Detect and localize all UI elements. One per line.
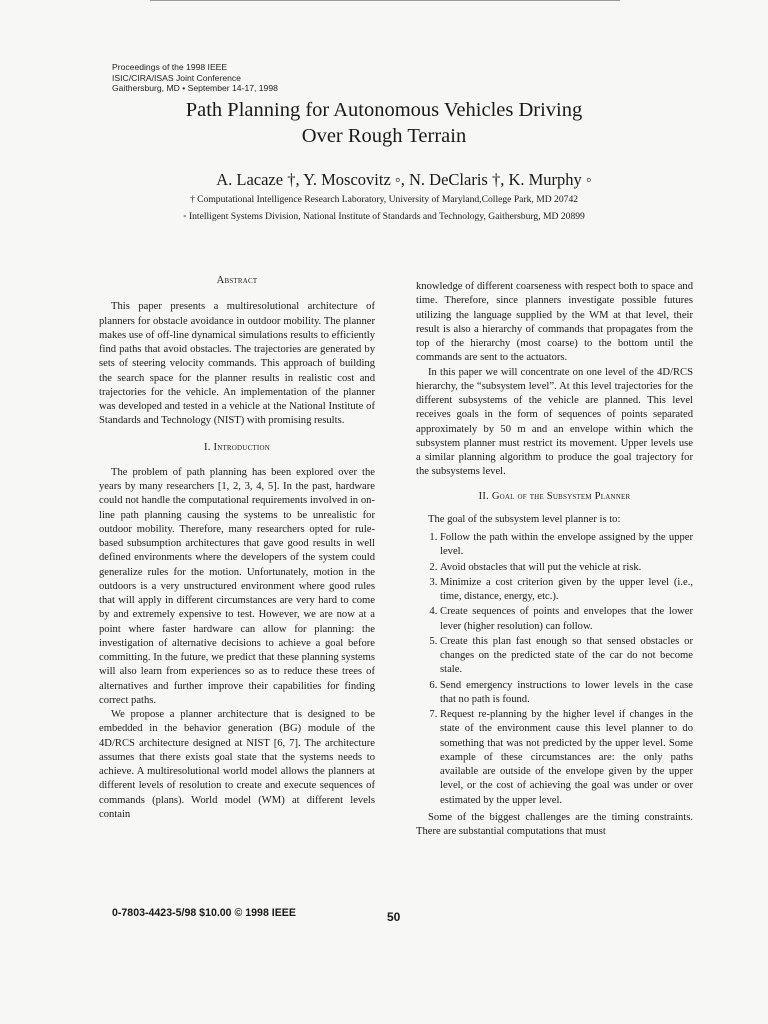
paper-title (0, 97, 768, 149)
goal-item: 3. Minimize a cost criterion given by the upper level (i.e., time, distance, energy, etc.). (440, 576, 693, 605)
goal-intro: The goal of the subsystem level planner is to: (428, 513, 621, 525)
title-line-1: Path Planning for Autonomous Vehicles Driving (185, 99, 583, 121)
proceedings-line-1: Proceedings of the 1998 IEEE (112, 62, 228, 72)
goal-section-heading: II. Goal of the Subsystem Planner (478, 490, 631, 502)
goal-list (416, 531, 693, 808)
page-number: 50 (387, 910, 401, 924)
right-paragraph-2: In this paper we will concentrate on one level of the 4D/RCS hierarchy, the “subsystem level”. At this level trajectories for the different subsystems of the vehicle are planned. This level receives goals in the form of sequences of points separated approximately by 50 m and an envelope within which the subsystem planner must restrict its movement. Upper levels use a similar planning algorithm to produce the goal trajectory for the subsystems level. (416, 366, 693, 478)
introduction-paragraph-2: We propose a planner architecture that is designed to be embedded in the behavior generation (BG) module of the 4D/RCS architecture designed at NIST [6, 7]. The architecture assumes that there exists goal state that the systems needs to achieve. A multiresolutional world model allows the planners at different levels of resolution to create and execute sequences of commands (plans). World model (WM) at different levels contain (99, 709, 375, 820)
left-column (99, 274, 375, 822)
introduction-paragraph-1: The problem of path planning has been explored over the years by many researchers [1, 2, 3, 4, 5]. In the past, hardware could not handle the computational requirements involved in on-line path planning causing the systems to be unrealistic for outdoor mobility. Therefore, many researchers opted for rule-based subsumption architectures that gave good results in well defined environments where the developers of the system could generalize rules for the motion. Unfortunately, motion in the outdoors is a very unstructured environment where good rules that will apply in different circumstances are very hard to come by and extremely expensive to test. However, we are now at a point where faster hardware can allow for planning: the investigation of alternative decisions to achieve a goal before committing. In the future, we predict that these planning systems will also learn from experiences so as to reduce these trees of alternatives and further improve their capabilities for finding correct paths. (99, 466, 375, 706)
introduction-heading: I. Introduction (204, 441, 270, 453)
goal-item: 4. Create sequences of points and envelopes that the lower lever (higher resolution) can follow. (440, 605, 693, 634)
title-line-2: Over Rough Terrain (301, 125, 467, 147)
goal-item: 6. Send emergency instructions to lower levels in the case that no path is found. (440, 679, 693, 708)
proceedings-line-3: Gaithersburg, MD • September 14-17, 1998 (112, 83, 278, 93)
goal-item: 2. Avoid obstacles that will put the vehicle at risk. (440, 561, 693, 575)
goal-item: 1. Follow the path within the envelope assigned by the upper level. (440, 531, 693, 560)
proceedings-header (112, 62, 278, 94)
affiliation-nist: ◦ Intelligent Systems Division, National Institute of Standards and Technology, Gaithersburg, MD 20899 (183, 211, 585, 222)
copyright-line: 0-7803-4423-5/98 $10.00 © 1998 IEEE (112, 907, 296, 919)
goal-item: 5. Create this plan fast enough so that sensed obstacles or changes on the predicted state of the car do not become stale. (440, 635, 693, 678)
abstract-heading: Abstract (216, 275, 258, 286)
affiliation-maryland: † Computational Intelligence Research Laboratory, University of Maryland,College Park, MD 20742 (189, 194, 579, 205)
top-rule (150, 0, 620, 1)
goal-item: 7. Request re-planning by the higher level if changes in the state of the environment cause this level planner to do something that was not predicted by the upper level. Some example of these circumstances are: the only paths available are outside of the envelope given by the upper level, or the cost of achieving the goal was under or over estimated by the upper level. (440, 708, 693, 808)
right-paragraph-1: knowledge of different coarseness with respect both to space and time. Therefore, since planners investigate possible futures utilizing the language supplied by the WM at that level, their result is also a hierarchy of commands that propagates from the top of the hierarchy (most coarse) to the bottom until the commands are sent to the actuators. (416, 281, 693, 364)
proceedings-line-2: ISIC/CIRA/ISAS Joint Conference (112, 72, 241, 83)
abstract-text: This paper presents a multiresolutional architecture of planners for obstacle avoidance in outdoor mobility. The planner makes use of off-line dynamical simulations results to efficiently find paths that avoid obstacles. The trajectories are generated by sets of steering velocity commands. This approach of building the search space for the planner results in realistic cost and trajectories for the vehicle. An implementation of the planner was developed and tested in a vehicle at the National Institute of Standards and Technology (NIST) with promising results. (99, 301, 375, 427)
author-list: A. Lacaze †, Y. Moscovitz ◦, N. DeClaris †, K. Murphy ◦ (216, 170, 592, 189)
goal-after-paragraph: Some of the biggest challenges are the timing constraints. There are substantial computations that must (416, 811, 693, 837)
right-column (416, 280, 693, 839)
